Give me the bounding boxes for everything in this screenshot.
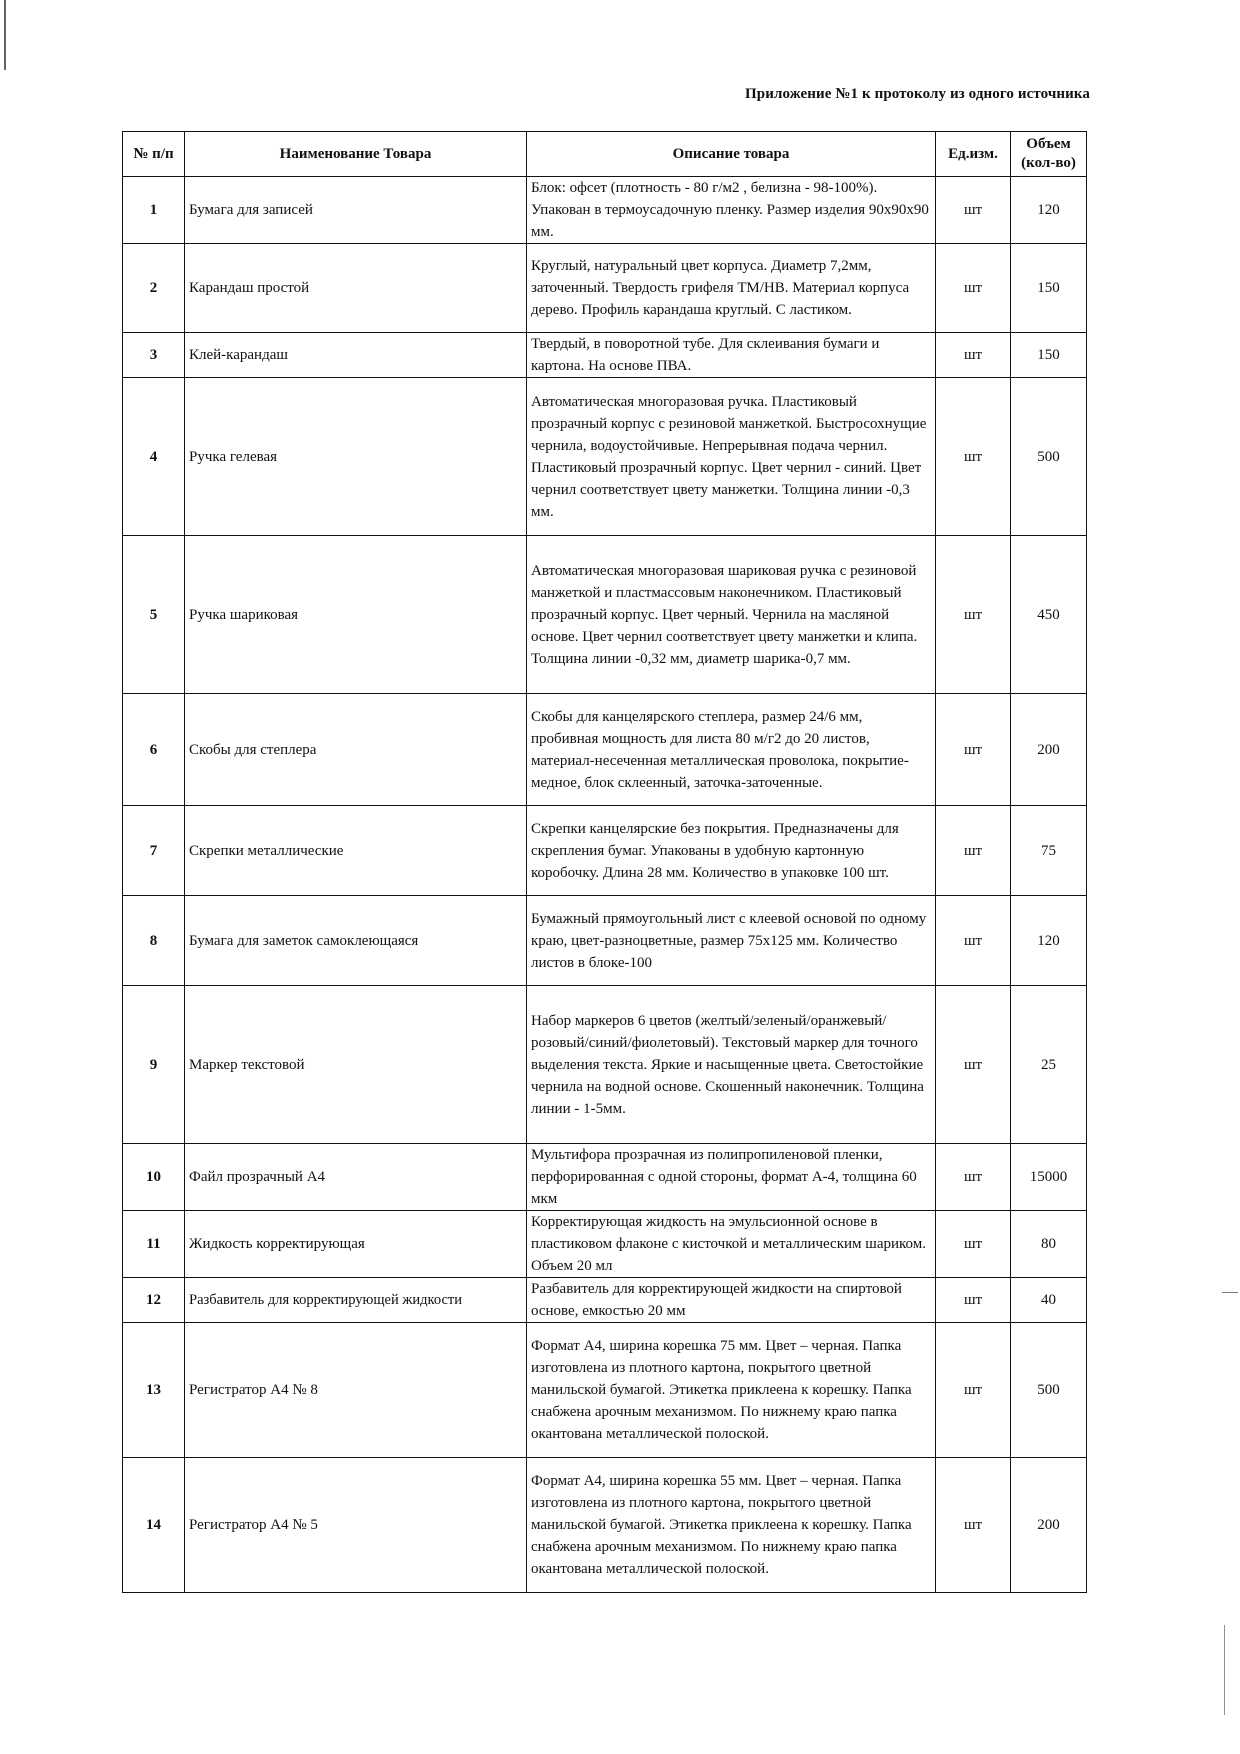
row-quantity: 150 [1011, 333, 1087, 378]
scan-artifact [1222, 1292, 1238, 1293]
row-num: 10 [123, 1144, 185, 1211]
row-name: Бумага для записей [185, 177, 527, 244]
row-unit: шт [936, 986, 1011, 1144]
row-description: Скрепки канцелярские без покрытия. Предназначены для скрепления бумаг. Упакованы в удобную картонную коробочку. Длина 28 мм. Количество в упаковке 100 шт. [527, 806, 936, 896]
table-row [123, 378, 1087, 536]
table-row [123, 333, 1087, 378]
row-num: 2 [123, 244, 185, 333]
header-description: Описание товара [527, 132, 936, 177]
row-name: Скрепки металлические [185, 806, 527, 896]
row-num: 14 [123, 1458, 185, 1593]
row-quantity: 500 [1011, 378, 1087, 536]
row-unit: шт [936, 1323, 1011, 1458]
row-unit: шт [936, 1144, 1011, 1211]
row-description: Бумажный прямоугольный лист с клеевой основой по одному краю, цвет-разноцветные, размер 75х125 мм. Количество листов в блоке-100 [527, 896, 936, 986]
row-num: 3 [123, 333, 185, 378]
row-description: Мультифора прозрачная из полипропиленовой пленки, перфорированная с одной стороны, формат А-4, толщина 60 мкм [527, 1144, 936, 1211]
row-name: Жидкость корректирующая [185, 1211, 527, 1278]
row-quantity: 15000 [1011, 1144, 1087, 1211]
table-row [123, 1458, 1087, 1593]
row-description: Формат А4, ширина корешка 75 мм. Цвет – черная. Папка изготовлена из плотного картона, покрытого цветной манильской бумагой. Этикетка приклеена к корешку. Папка снабжена арочным механизмом. По нижнему краю папка окантована металлической полоской. [527, 1323, 936, 1458]
row-unit: шт [936, 1458, 1011, 1593]
goods-table [122, 131, 1087, 1593]
row-num: 11 [123, 1211, 185, 1278]
header-num: № п/п [123, 132, 185, 177]
table-row [123, 536, 1087, 694]
row-unit: шт [936, 536, 1011, 694]
row-quantity: 200 [1011, 694, 1087, 806]
row-num: 8 [123, 896, 185, 986]
row-description: Скобы для канцелярского степлера, размер 24/6 мм, пробивная мощность для листа 80 м/г2 до 20 листов, материал-несеченная металлическая проволока, покрытие-медное, блок склеенный, заточка-заточенные. [527, 694, 936, 806]
table-row [123, 896, 1087, 986]
table-row [123, 986, 1087, 1144]
row-num: 12 [123, 1278, 185, 1323]
header-quantity: Объем (кол-во) [1011, 132, 1087, 177]
row-name: Карандаш простой [185, 244, 527, 333]
row-num: 1 [123, 177, 185, 244]
table-header-row [123, 132, 1087, 177]
row-name: Скобы для степлера [185, 694, 527, 806]
row-unit: шт [936, 1211, 1011, 1278]
row-unit: шт [936, 177, 1011, 244]
scan-artifact [1224, 1625, 1225, 1715]
row-name: Маркер текстовой [185, 986, 527, 1144]
row-unit: шт [936, 333, 1011, 378]
row-unit: шт [936, 378, 1011, 536]
scan-artifact [4, 0, 6, 70]
row-quantity: 40 [1011, 1278, 1087, 1323]
row-name: Клей-карандаш [185, 333, 527, 378]
row-quantity: 450 [1011, 536, 1087, 694]
row-quantity: 120 [1011, 177, 1087, 244]
row-name: Файл прозрачный А4 [185, 1144, 527, 1211]
row-quantity: 80 [1011, 1211, 1087, 1278]
row-unit: шт [936, 896, 1011, 986]
row-num: 13 [123, 1323, 185, 1458]
row-num: 7 [123, 806, 185, 896]
row-description: Корректирующая жидкость на эмульсионной основе в пластиковом флаконе с кисточкой и металлическим шариком. Объем 20 мл [527, 1211, 936, 1278]
table-row [123, 177, 1087, 244]
header-name: Наименование Товара [185, 132, 527, 177]
appendix-title: Приложение №1 к протоколу из одного источника [745, 86, 1090, 102]
row-description: Круглый, натуральный цвет корпуса. Диаметр 7,2мм, заточенный. Твердость грифеля ТМ/НВ. Материал корпуса дерево. Профиль карандаша круглый. С ластиком. [527, 244, 936, 333]
header-unit: Ед.изм. [936, 132, 1011, 177]
row-unit: шт [936, 1278, 1011, 1323]
row-num: 4 [123, 378, 185, 536]
row-name: Ручка шариковая [185, 536, 527, 694]
table-row [123, 1278, 1087, 1323]
row-quantity: 120 [1011, 896, 1087, 986]
row-name: Разбавитель для корректирующей жидкости [185, 1278, 527, 1323]
row-description: Автоматическая многоразовая шариковая ручка с резиновой манжеткой и пластмассовым наконечником. Пластиковый прозрачный корпус. Цвет черный. Чернила на масляной основе. Цвет чернил соответствует цвету манжетки и клипа. Толщина линии -0,32 мм, диаметр шарика-0,7 мм. [527, 536, 936, 694]
row-name: Бумага для заметок самоклеющаяся [185, 896, 527, 986]
row-quantity: 25 [1011, 986, 1087, 1144]
row-description: Набор маркеров 6 цветов (желтый/зеленый/оранжевый/розовый/синий/фиолетовый). Текстовый маркер для точного выделения текста. Яркие и насыщенные цвета. Светостойкие чернила на водной основе. Скошенный наконечник. Толщина линии - 1-5мм. [527, 986, 936, 1144]
row-unit: шт [936, 694, 1011, 806]
table-row [123, 694, 1087, 806]
table-row [123, 806, 1087, 896]
row-num: 5 [123, 536, 185, 694]
row-quantity: 75 [1011, 806, 1087, 896]
table-row [123, 1211, 1087, 1278]
row-quantity: 200 [1011, 1458, 1087, 1593]
row-num: 9 [123, 986, 185, 1144]
table-row [123, 1323, 1087, 1458]
row-description: Разбавитель для корректирующей жидкости на спиртовой основе, емкостью 20 мм [527, 1278, 936, 1323]
row-description: Автоматическая многоразовая ручка. Пластиковый прозрачный корпус с резиновой манжеткой. Быстросохнущие чернила, водоустойчивые. Непрерывная подача чернил. Пластиковый прозрачный корпус. Цвет чернил - синий. Цвет чернил соответствует цвету манжетки. Толщина линии -0,3 мм. [527, 378, 936, 536]
row-name: Ручка гелевая [185, 378, 527, 536]
table-row [123, 1144, 1087, 1211]
row-quantity: 500 [1011, 1323, 1087, 1458]
row-description: Формат А4, ширина корешка 55 мм. Цвет – черная. Папка изготовлена из плотного картона, покрытого цветной манильской бумагой. Этикетка приклеена к корешку. Папка снабжена арочным механизмом. По нижнему краю папка окантована металлической полоской. [527, 1458, 936, 1593]
row-quantity: 150 [1011, 244, 1087, 333]
row-name: Регистратор А4 № 5 [185, 1458, 527, 1593]
table-row [123, 244, 1087, 333]
row-description: Блок: офсет (плотность - 80 г/м2 , белизна - 98-100%). Упакован в термоусадочную пленку. Размер изделия 90х90х90 мм. [527, 177, 936, 244]
row-unit: шт [936, 806, 1011, 896]
row-unit: шт [936, 244, 1011, 333]
row-description: Твердый, в поворотной тубе. Для склеивания бумаги и картона. На основе ПВА. [527, 333, 936, 378]
row-name: Регистратор А4 № 8 [185, 1323, 527, 1458]
row-num: 6 [123, 694, 185, 806]
